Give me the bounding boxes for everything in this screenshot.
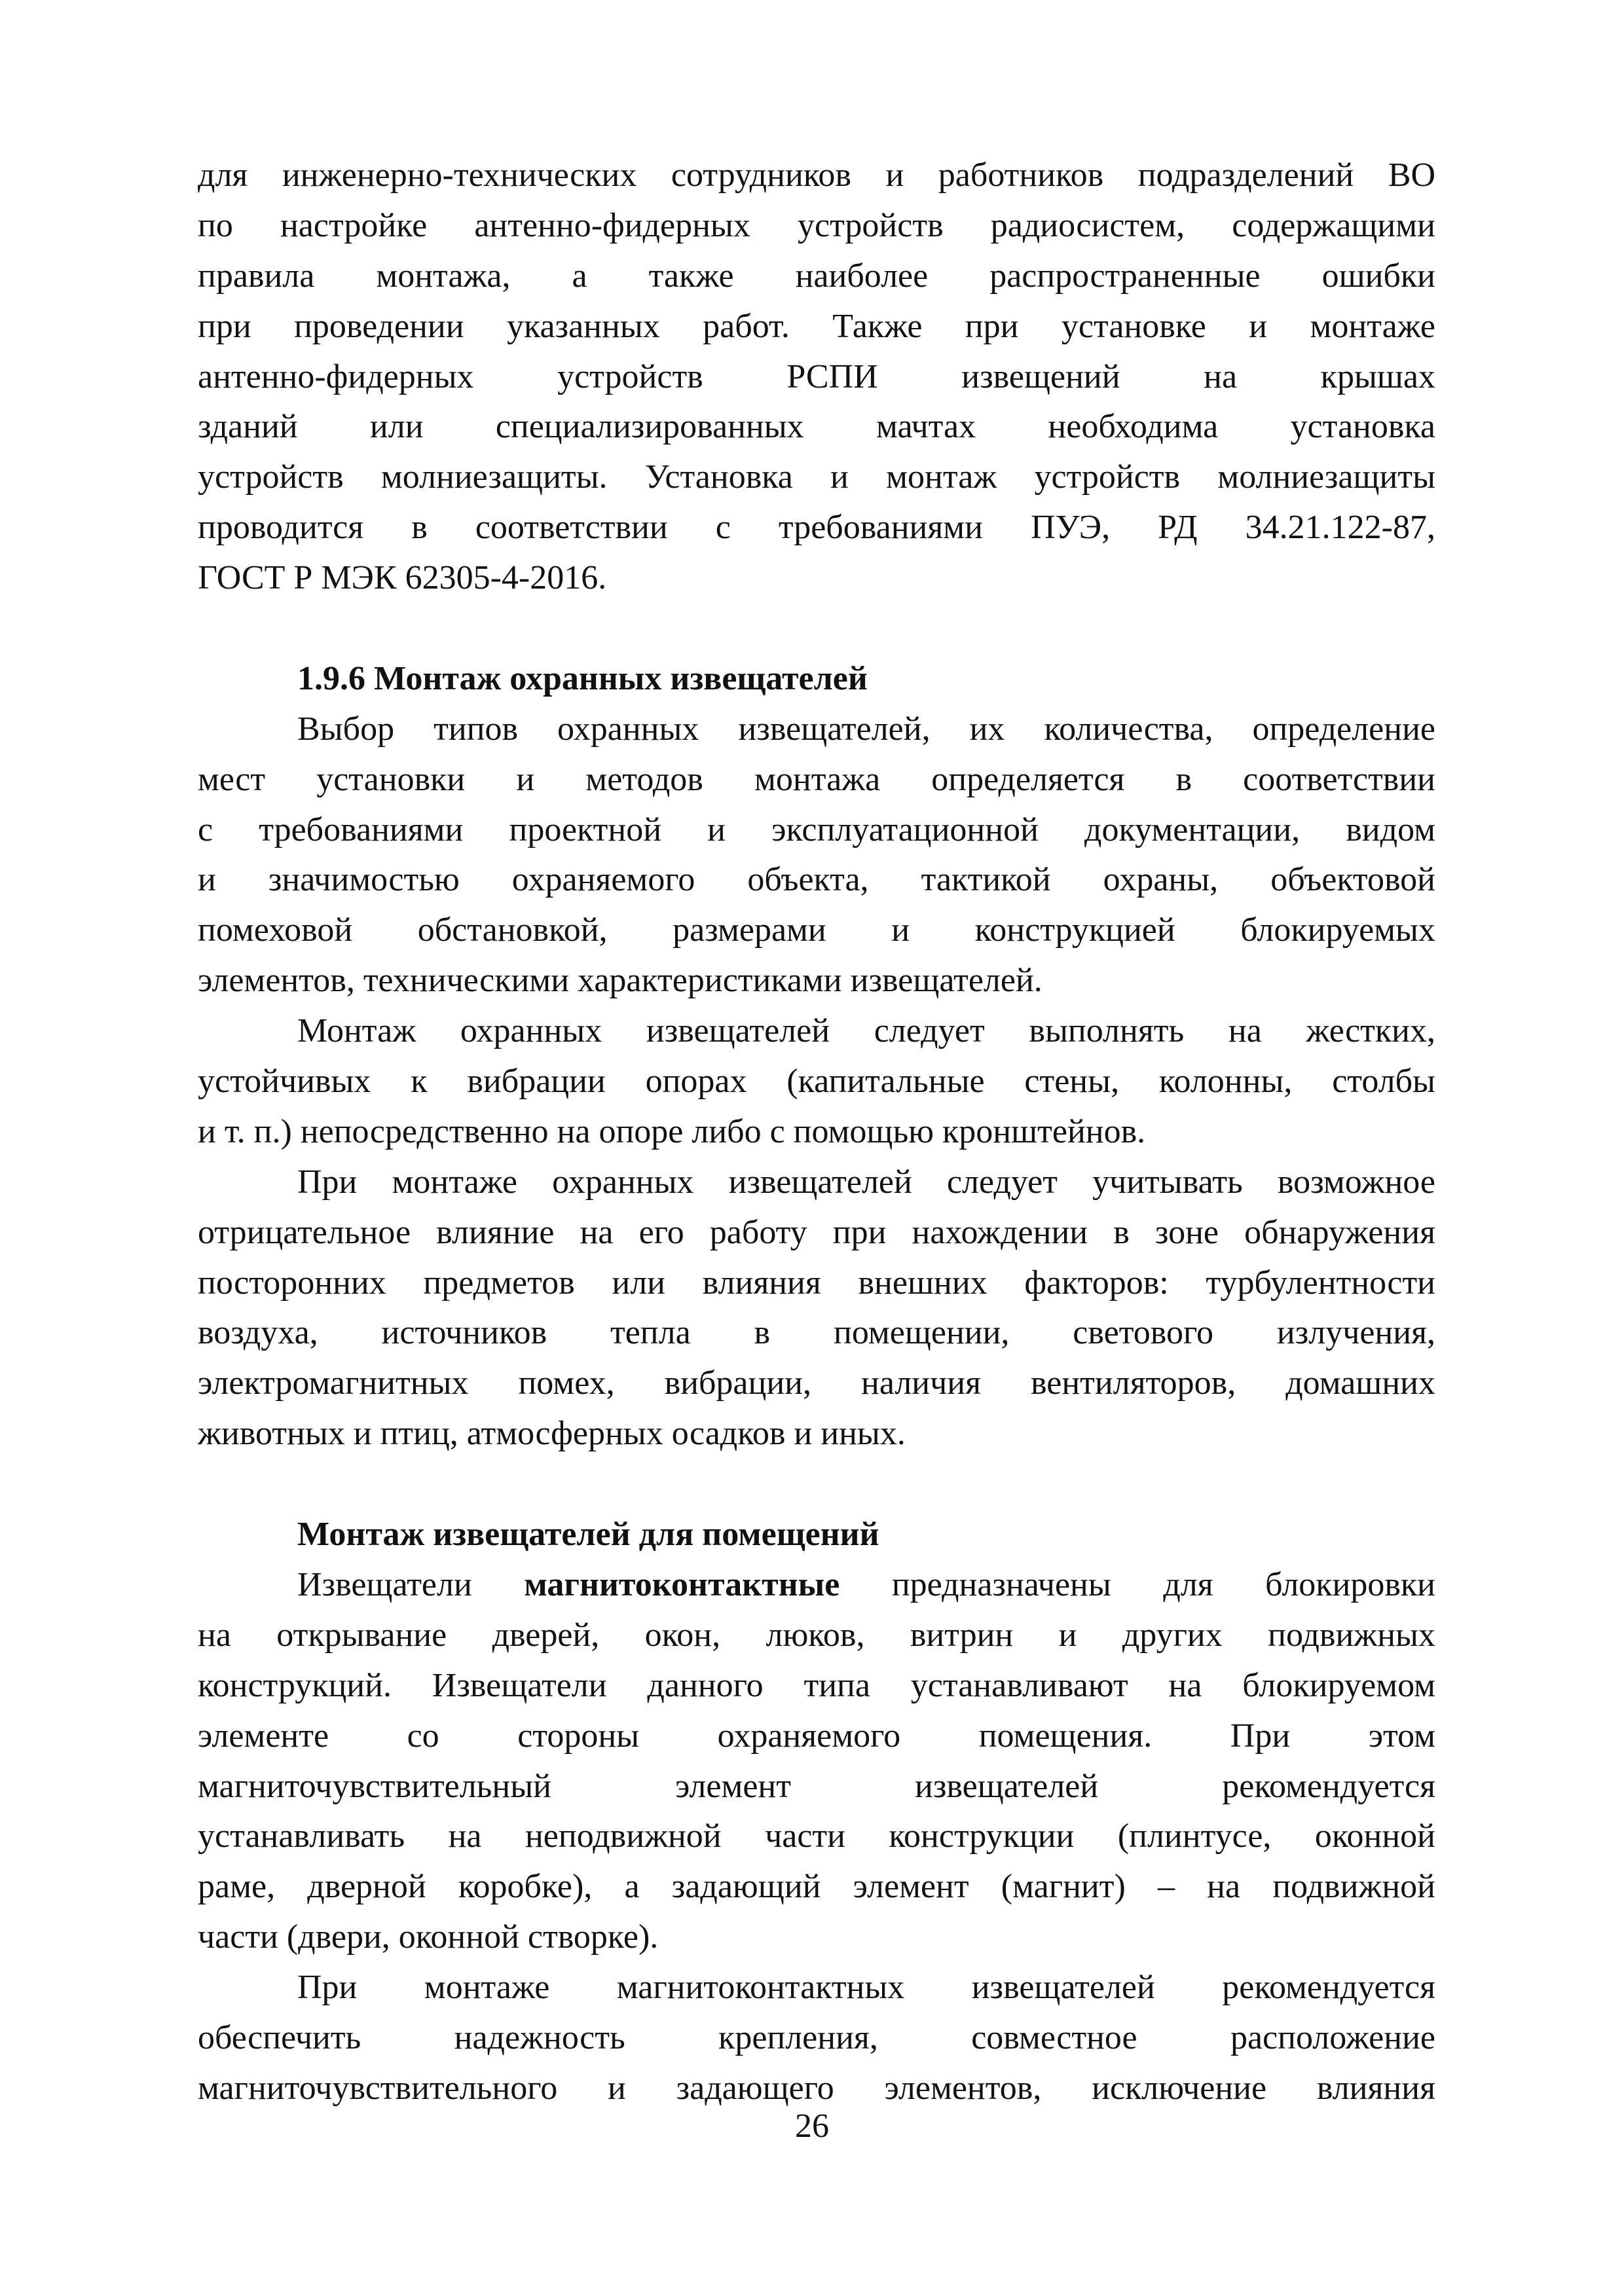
- text-line: При монтаже магнитоконтактных извещателей рекомендуется: [297, 1969, 1435, 2007]
- paragraph: [198, 1963, 1435, 2114]
- text-line: отрицательное влияние на его работу при нахождении в зоне обнаружения: [198, 1213, 1435, 1251]
- text-line: элементов, техническими характеристиками извещателей.: [198, 962, 1043, 1000]
- text-line: магниточувствительный элемент извещателей рекомендуется: [198, 1767, 1435, 1805]
- text-line: воздуха, источников тепла в помещении, светового излучения,: [198, 1314, 1435, 1352]
- text-line: Выбор типов охранных извещателей, их количества, определение: [297, 710, 1435, 748]
- bold-term: магнитоконтактные: [524, 1565, 840, 1603]
- text-line: При монтаже охранных извещателей следует учитывать возможное: [297, 1163, 1435, 1201]
- text-line: животных и птиц, атмосферных осадков и иных.: [198, 1415, 906, 1453]
- text-line: и т. п.) непосредственно на опоре либо с помощью кронштейнов.: [198, 1112, 1146, 1150]
- document-page: [198, 151, 1435, 2114]
- text-line: при проведении указанных работ. Также при установке и монтаже: [198, 307, 1435, 345]
- text-line: зданий или специализированных мачтах необходима установка: [198, 408, 1435, 446]
- text-line: устанавливать на неподвижной части конструкции (плинтусе, оконной: [198, 1817, 1435, 1855]
- text-line: [198, 1560, 1435, 1611]
- text-run: предназначены для блокировки: [840, 1565, 1436, 1603]
- text-line: и значимостью охраняемого объекта, тактикой охраны, объектовой: [198, 861, 1435, 899]
- text-line: для инженерно-технических сотрудников и работников подразделений ВО: [198, 156, 1435, 194]
- text-line: Монтаж охранных извещателей следует выполнять на жестких,: [297, 1012, 1435, 1050]
- paragraph-continued: [198, 151, 1435, 604]
- text-line: части (двери, оконной створке).: [198, 1918, 659, 1956]
- page-number: 26: [795, 2107, 829, 2145]
- text-line: устойчивых к вибрации опорах (капитальные стены, колонны, столбы: [198, 1063, 1435, 1101]
- text-line: проводится в соответствии с требованиями ПУЭ, РД 34.21.122-87,: [198, 509, 1435, 547]
- text-line: по настройке антенно-фидерных устройств радиосистем, содержащими: [198, 206, 1435, 244]
- text-line: электромагнитных помех, вибрации, наличия вентиляторов, домашних: [198, 1364, 1435, 1402]
- text-line: на открывание дверей, окон, люков, витрин и других подвижных: [198, 1616, 1435, 1654]
- section-rooms: [198, 1510, 1435, 2114]
- text-line: ГОСТ Р МЭК 62305-4-2016.: [198, 559, 607, 597]
- spacer: [198, 604, 1435, 654]
- text-line: с требованиями проектной и эксплуатационной документации, видом: [198, 811, 1435, 848]
- text-line: раме, дверной коробке), а задающий элемент (магнит) – на подвижной: [198, 1868, 1435, 1906]
- text-line: элементе со стороны охраняемого помещения. При этом: [198, 1717, 1435, 1755]
- paragraph: [198, 1560, 1435, 1963]
- text-run: Извещатели: [297, 1565, 525, 1603]
- paragraph: [198, 704, 1435, 1006]
- text-line: магниточувствительного и задающего элементов, исключение влияния: [198, 2069, 1435, 2107]
- text-line: мест установки и методов монтажа определяется в соответствии: [198, 760, 1435, 798]
- paragraph: [198, 1006, 1435, 1157]
- section-heading: Монтаж извещателей для помещений: [297, 1516, 879, 1554]
- text-line: посторонних предметов или влияния внешних факторов: турбулентности: [198, 1264, 1435, 1302]
- section-heading: 1.9.6 Монтаж охранных извещателей: [297, 659, 868, 697]
- spacer: [198, 1459, 1435, 1510]
- text-line: антенно-фидерных устройств РСПИ извещений на крышах: [198, 357, 1435, 395]
- text-line: устройств молниезащиты. Установка и монтаж устройств молниезащиты: [198, 458, 1435, 496]
- section-1-9-6: [198, 654, 1435, 1459]
- text-line: конструкций. Извещатели данного типа устанавливают на блокируемом: [198, 1666, 1435, 1704]
- paragraph: [198, 1157, 1435, 1459]
- text-line: правила монтажа, а также наиболее распространенные ошибки: [198, 257, 1435, 295]
- text-line: обеспечить надежность крепления, совместное расположение: [198, 2018, 1435, 2056]
- text-line: помеховой обстановкой, размерами и конструкцией блокируемых: [198, 911, 1435, 949]
